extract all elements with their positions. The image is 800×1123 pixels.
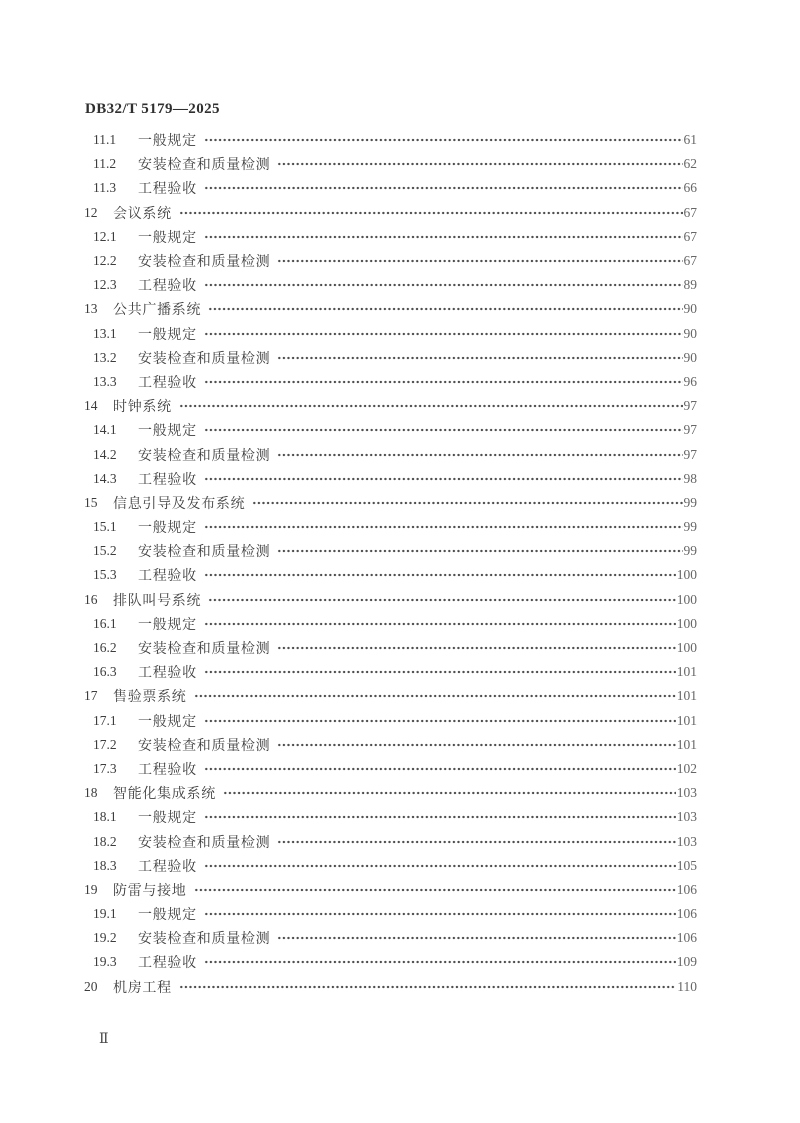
dot-leader xyxy=(204,181,683,195)
toc-entry-number: 18.1 xyxy=(93,809,117,825)
toc-entry-page: 106 xyxy=(676,930,697,946)
dot-leader xyxy=(277,835,675,849)
dot-leader xyxy=(277,544,682,558)
toc-entry-title: 一般规定 xyxy=(138,908,197,924)
toc-entry-number: 14.3 xyxy=(93,470,117,486)
toc-list xyxy=(84,128,697,999)
toc-entry-page: 100 xyxy=(676,640,697,656)
toc-entry-title: 工程验收 xyxy=(138,569,197,585)
toc-entry xyxy=(84,201,697,225)
toc-entry xyxy=(84,660,697,684)
dot-leader xyxy=(204,230,683,244)
toc-entry-title: 机房工程 xyxy=(113,980,172,996)
toc-entry xyxy=(84,515,697,539)
toc-entry-title: 一般规定 xyxy=(138,424,197,440)
toc-entry-page: 106 xyxy=(676,881,697,897)
toc-entry-page: 103 xyxy=(676,785,697,801)
toc-entry-page: 67 xyxy=(683,253,697,269)
toc-entry-page: 96 xyxy=(683,373,697,389)
dot-leader xyxy=(277,931,675,945)
dot-leader xyxy=(252,496,682,510)
dot-leader xyxy=(179,980,676,994)
toc-entry-page: 101 xyxy=(676,688,697,704)
toc-entry-title: 工程验收 xyxy=(138,472,197,488)
toc-entry-page: 67 xyxy=(683,204,697,220)
dot-leader xyxy=(277,254,682,268)
toc-entry xyxy=(84,975,697,999)
toc-entry-title: 工程验收 xyxy=(138,762,197,778)
toc-entry-title: 工程验收 xyxy=(138,859,197,875)
standard-code-prefix: DB xyxy=(85,101,107,117)
toc-entry-number: 17.2 xyxy=(93,736,117,752)
toc-entry xyxy=(84,902,697,926)
toc-entry xyxy=(84,684,697,708)
toc-entry-number: 13.3 xyxy=(93,373,117,389)
dot-leader xyxy=(204,423,683,437)
toc-entry-number: 19.3 xyxy=(93,954,117,970)
toc-entry-title: 公共广播系统 xyxy=(113,303,202,319)
toc-entry-page: 101 xyxy=(676,712,697,728)
toc-entry-page: 101 xyxy=(676,736,697,752)
toc-entry-number: 12.2 xyxy=(93,253,117,269)
toc-entry-title: 防雷与接地 xyxy=(113,883,187,899)
toc-entry-page: 106 xyxy=(676,906,697,922)
dot-leader xyxy=(223,786,676,800)
toc-entry-page: 103 xyxy=(676,809,697,825)
dot-leader xyxy=(204,472,683,486)
toc-entry-number: 15.2 xyxy=(93,543,117,559)
toc-entry-title: 工程验收 xyxy=(138,666,197,682)
toc-entry-page: 105 xyxy=(676,857,697,873)
dot-leader xyxy=(204,714,676,728)
toc-entry-number: 16 xyxy=(84,591,98,607)
dot-leader xyxy=(204,907,676,921)
toc-entry-page: 100 xyxy=(676,591,697,607)
dot-leader xyxy=(204,327,683,341)
dot-leader xyxy=(204,665,676,679)
toc-entry xyxy=(84,128,697,152)
toc-entry xyxy=(84,829,697,853)
standard-code-number: 32/T 5179—2025 xyxy=(106,101,220,117)
dot-leader xyxy=(204,762,676,776)
toc-entry-number: 12.1 xyxy=(93,228,117,244)
toc-entry xyxy=(84,636,697,660)
toc-entry-number: 17.3 xyxy=(93,760,117,776)
dot-leader xyxy=(194,883,676,897)
toc-entry-title: 工程验收 xyxy=(138,375,197,391)
toc-entry-title: 一般规定 xyxy=(138,714,197,730)
dot-leader xyxy=(208,593,676,607)
dot-leader xyxy=(277,448,682,462)
toc-entry xyxy=(84,491,697,515)
toc-entry-title: 安装检查和质量检测 xyxy=(138,351,271,367)
toc-entry xyxy=(84,346,697,370)
toc-entry-title: 一般规定 xyxy=(138,134,197,150)
dot-leader xyxy=(204,278,683,292)
toc-entry-number: 13.1 xyxy=(93,325,117,341)
toc-entry-title: 安装检查和质量检测 xyxy=(138,545,271,561)
toc-entry-title: 工程验收 xyxy=(138,279,197,295)
toc-entry-title: 安装检查和质量检测 xyxy=(138,255,271,271)
toc-entry-page: 61 xyxy=(683,132,697,148)
toc-entry-number: 15.3 xyxy=(93,567,117,583)
toc-entry xyxy=(84,442,697,466)
toc-entry xyxy=(84,588,697,612)
toc-entry-number: 11.3 xyxy=(93,180,117,196)
toc-entry xyxy=(84,418,697,442)
toc-entry xyxy=(84,322,697,346)
dot-leader xyxy=(179,206,683,220)
toc-entry-title: 工程验收 xyxy=(138,956,197,972)
toc-entry-number: 14 xyxy=(84,398,98,414)
toc-entry-title: 一般规定 xyxy=(138,327,197,343)
toc-entry-page: 110 xyxy=(677,978,697,994)
dot-leader xyxy=(277,351,682,365)
toc-entry xyxy=(84,612,697,636)
toc-entry-number: 16.1 xyxy=(93,615,117,631)
toc-entry-number: 15 xyxy=(84,494,98,510)
toc-entry-title: 安装检查和质量检测 xyxy=(138,738,271,754)
toc-entry-page: 97 xyxy=(683,446,697,462)
toc-entry-title: 信息引导及发布系统 xyxy=(113,496,246,512)
dot-leader xyxy=(204,568,676,582)
toc-entry xyxy=(84,152,697,176)
toc-entry-page: 67 xyxy=(683,228,697,244)
toc-entry-number: 17 xyxy=(84,688,98,704)
dot-leader xyxy=(204,133,683,147)
dot-leader xyxy=(179,399,683,413)
toc-entry-title: 售验票系统 xyxy=(113,690,187,706)
toc-entry-number: 18.3 xyxy=(93,857,117,873)
toc-entry-number: 11.1 xyxy=(93,132,117,148)
toc-entry-title: 会议系统 xyxy=(113,206,172,222)
toc-entry xyxy=(84,781,697,805)
dot-leader xyxy=(204,859,676,873)
toc-entry xyxy=(84,273,697,297)
toc-entry-page: 99 xyxy=(683,519,697,535)
dot-leader xyxy=(208,302,682,316)
toc-entry-title: 一般规定 xyxy=(138,617,197,633)
toc-entry-number: 16.3 xyxy=(93,664,117,680)
toc-entry-page: 89 xyxy=(683,277,697,293)
toc-entry xyxy=(84,176,697,200)
toc-entry xyxy=(84,805,697,829)
toc-entry-title: 一般规定 xyxy=(138,230,197,246)
toc-entry-page: 98 xyxy=(683,470,697,486)
toc-entry xyxy=(84,249,697,273)
dot-leader xyxy=(204,520,683,534)
toc-entry xyxy=(84,709,697,733)
dot-leader xyxy=(204,955,676,969)
toc-entry-title: 一般规定 xyxy=(138,811,197,827)
toc-entry-title: 安装检查和质量检测 xyxy=(138,642,271,658)
toc-entry-page: 62 xyxy=(683,156,697,172)
toc-entry xyxy=(84,878,697,902)
toc-entry-title: 智能化集成系统 xyxy=(113,787,216,803)
toc-entry-page: 99 xyxy=(683,494,697,510)
toc-entry-page: 100 xyxy=(676,615,697,631)
dot-leader xyxy=(204,617,676,631)
toc-entry-number: 13 xyxy=(84,301,98,317)
dot-leader xyxy=(204,375,683,389)
toc-entry-number: 13.2 xyxy=(93,349,117,365)
toc-entry-title: 时钟系统 xyxy=(113,400,172,416)
toc-entry-title: 一般规定 xyxy=(138,521,197,537)
toc-entry xyxy=(84,467,697,491)
toc-entry-number: 14.2 xyxy=(93,446,117,462)
toc-entry-page: 66 xyxy=(683,180,697,196)
toc-entry-page: 99 xyxy=(683,543,697,559)
toc-entry-page: 90 xyxy=(683,325,697,341)
document-standard-code xyxy=(85,101,220,118)
toc-entry-title: 安装检查和质量检测 xyxy=(138,932,271,948)
toc-entry xyxy=(84,225,697,249)
toc-entry-page: 90 xyxy=(683,349,697,365)
toc-entry-page: 100 xyxy=(676,567,697,583)
toc-entry-title: 工程验收 xyxy=(138,182,197,198)
toc-entry-number: 19.1 xyxy=(93,906,117,922)
toc-entry-number: 20 xyxy=(84,978,98,994)
dot-leader xyxy=(277,738,675,752)
dot-leader xyxy=(277,157,682,171)
toc-entry-page: 103 xyxy=(676,833,697,849)
toc-entry-title: 安装检查和质量检测 xyxy=(138,448,271,464)
toc-entry-number: 14.1 xyxy=(93,422,117,438)
toc-entry xyxy=(84,370,697,394)
toc-entry xyxy=(84,394,697,418)
toc-entry-title: 安装检查和质量检测 xyxy=(138,835,271,851)
toc-entry-page: 97 xyxy=(683,422,697,438)
toc-entry-number: 12.3 xyxy=(93,277,117,293)
toc-entry-title: 排队叫号系统 xyxy=(113,593,202,609)
dot-leader xyxy=(194,689,676,703)
toc-entry xyxy=(84,563,697,587)
toc-entry-number: 18 xyxy=(84,785,98,801)
toc-entry xyxy=(84,733,697,757)
footer-page-number: Ⅱ xyxy=(99,1032,109,1047)
toc-entry-number: 16.2 xyxy=(93,640,117,656)
toc-entry-number: 18.2 xyxy=(93,833,117,849)
toc-entry-page: 102 xyxy=(676,760,697,776)
toc-entry-page: 90 xyxy=(683,301,697,317)
toc-entry-page: 97 xyxy=(683,398,697,414)
toc-entry-number: 15.1 xyxy=(93,519,117,535)
dot-leader xyxy=(204,810,676,824)
toc-entry-number: 19 xyxy=(84,881,98,897)
toc-entry-title: 安装检查和质量检测 xyxy=(138,158,271,174)
toc-entry xyxy=(84,926,697,950)
toc-entry xyxy=(84,950,697,974)
toc-entry-number: 19.2 xyxy=(93,930,117,946)
toc-entry xyxy=(84,297,697,321)
toc-entry xyxy=(84,757,697,781)
toc-entry-page: 109 xyxy=(676,954,697,970)
toc-entry-number: 12 xyxy=(84,204,98,220)
toc-entry-number: 17.1 xyxy=(93,712,117,728)
toc-entry-page: 101 xyxy=(676,664,697,680)
toc-entry xyxy=(84,539,697,563)
toc-entry-number: 11.2 xyxy=(93,156,117,172)
toc-entry xyxy=(84,854,697,878)
dot-leader xyxy=(277,641,675,655)
